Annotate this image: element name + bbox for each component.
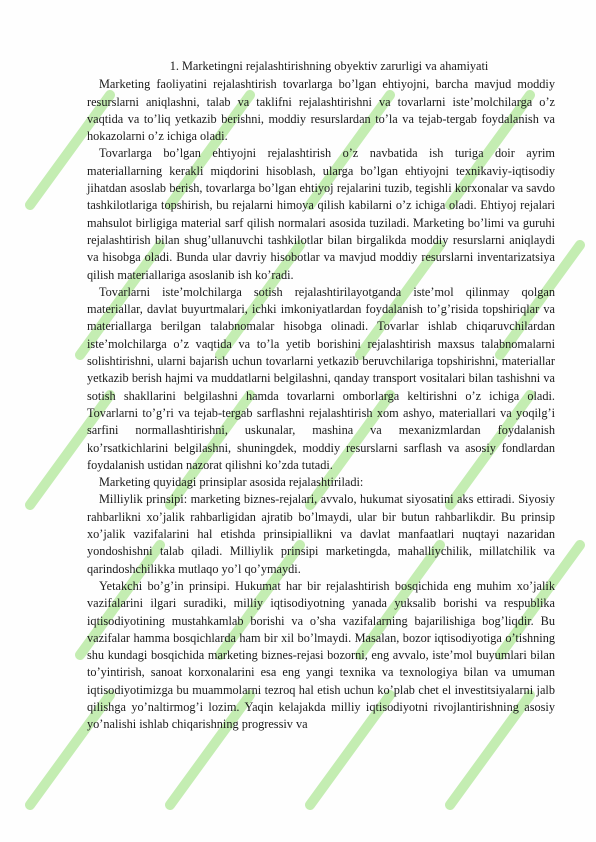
- document-body: [87, 58, 555, 734]
- paragraph-5: Milliylik prinsipi: marketing biznes-rejalari, avvalo, hukumat siyosatini aks ettiradi. Siyosiy rahbarlikni xo’jalik rahbarligidan ajratib bo’lmaydi, ular bir butun rahbarlikdir. Bu prinsip xo’jalik vazifalarini hal etishda prinsipiallikni va davlat manfaatlari nuqtayi nazaridan yondoshishni talab qiladi. Milliylik prinsipi marketingda, mahalliychilik, millatchilik va qarindoshchilikka mutlaqo yo’l qo’ymaydi.: [87, 492, 555, 576]
- paragraph-4: Marketing quyidagi prinsiplar asosida rejalashtiriladi:: [99, 475, 364, 490]
- paragraph-1: Marketing faoliyatini rejalashtirish tovarlarga bo’lgan ehtiyojni, barcha mavjud moddiy resurslarni aniqlashni, talab va taklifni rejalashtirishni va tovarlarni iste’molchilarga o’z vaqtida va to’liq yetkazib berishni, moddiy resurslardan to’la va tejab-tergab foydalanish va hokazolarni o’z ichiga oladi.: [87, 77, 555, 144]
- section-heading: 1. Marketingni rejalashtirishning obyektiv zarurligi va ahamiyati: [169, 59, 489, 73]
- paragraph-2: Tovarlarga bo’lgan ehtiyojni rejalashtirish o’z navbatida ish turiga doir ayrim materiallarning kerakli miqdorini hisoblash, ularga bo’lgan ehtiyojni texnikaviy-iqtisodiy jihatdan asoslab berish, tovarlarga bo’lgan ehtiyoj rejalarini tuzib, tegishli korxonalar va savdo tashkilotlariga topshirish, bu rejalarni himoya qilish kabilarni o’z ichiga oladi. Ehtiyoj rejalari mahsulot birligiga material sarf qilish normalari asosida tuziladi. Marketing bo’limi va guruhi rejalashtirish bilan shug’ullanuvchi tashkilotlar bilan birgalikda moddiy resurslarni aniqlaydi va hisobga oladi. Bunda ular davriy hisobotlar va mavjud moddiy resurslarni inventarizatsiya qilish materiallariga asoslanib ish ko’radi.: [87, 146, 555, 282]
- paragraph-3: Tovarlarni iste’molchilarga sotish rejalashtirilayotganda iste’mol qilinmay qolgan materiallar, davlat buyurtmalari, ichki imkoniyatlardan foydalanish to’g’risida topshiriqlar va materiallarga berilgan talabnomalar hisobga olinadi. Tovarlar ishlab chiqaruvchilardan iste’molchilarga o’z vaqtida va to’la yetib borishini rejalashtirish maxsus talabnomalarni solishtirishni, ularni bajarish uchun tovarlarni yetkazib beruvchilariga topshirishni, materiallar yetkazib berish hajmi va muddatlarni belgilashni, qanday transport vositalari bilan tashishni va sotish shakllarini belgilashni hamda tovarlarni omborlarga keltirishni o’z ichiga oladi. Tovarlarni to’g’ri va tejab-tergab sarflashni rejalashtirish xom ashyo, materiallari va yoqilg’i sarfini normallashtirishni, uskunalar, mashina va mexanizmlardan foydalanish ko’rsatkichlarini belgilashni, shuningdek, moddiy resurslarni sarflash va asosiy fondlardan foydalanish ustidan nazorat qilishni ko’zda tutadi.: [87, 284, 555, 472]
- paragraph-6: Yetakchi bo’g’in prinsipi. Hukumat har bir rejalashtirish bosqichida eng muhim xo’jalik vazifalarini ilgari suradiki, milliy iqtisodiyotning yanada yuksalib borishi va respublika iqtisodiyotining mustahkamlab borishi va o’sha vazifalarning bajarilishiga bog’liqdir. Bu vazifalar hamma bosqichlarda ham bir xil bo’lmaydi. Masalan, bozor iqtisodiyotiga o’tishning shu kundagi bosqichida marketing biznes-rejasi bozorni, eng avvalo, iste’mol buyumlari bilan to’yintirish, sanoat korxonalarini esa eng yangi texnika va texnologiya bilan va umuman iqtisodiyotimizga bu muammolarni tezroq hal etish uchun ko’plab chet el investitsiyalarni jalb qilishga yo’naltirmog’i lozim. Yaqin kelajakda milliy iqtisodiyotni rivojlantirishning asosiy yo’nalishi ishlab chiqarishning progressiv va: [87, 578, 555, 732]
